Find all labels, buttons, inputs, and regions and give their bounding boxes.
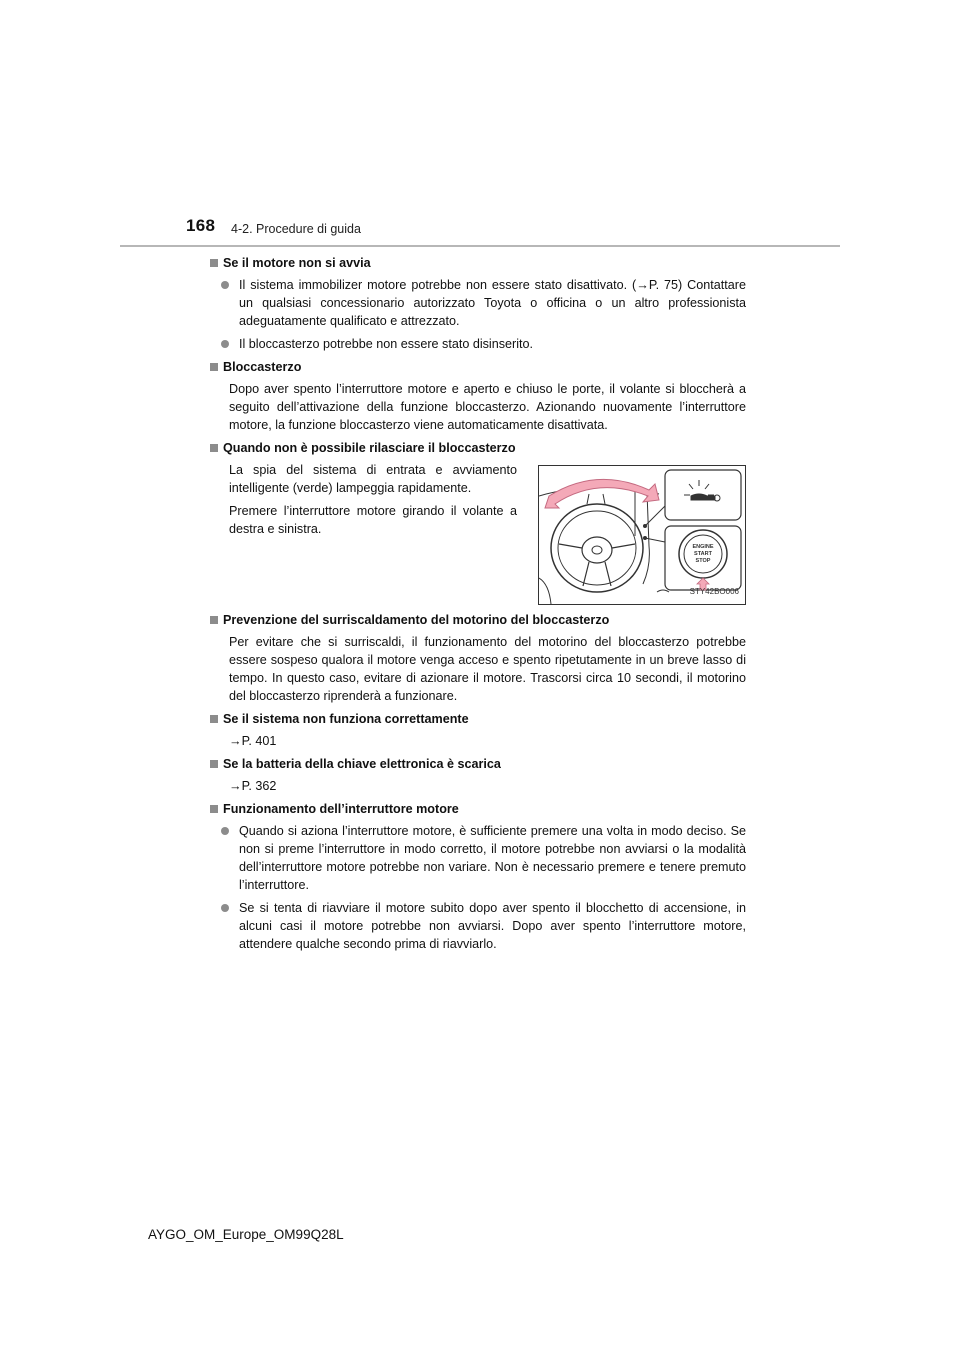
- paragraph: La spia del sistema di entrata e avviamento intelligente (verde) lampeggia rapidamente.: [229, 463, 517, 495]
- section-title: 4-2. Procedure di guida: [231, 222, 361, 236]
- round-bullet-icon: [221, 340, 229, 348]
- button-label-stop: STOP: [695, 558, 711, 564]
- heading-text: Se la batteria della chiave elettronica è scarica: [223, 757, 501, 771]
- heading-text: Quando non è possibile rilasciare il bloccasterzo: [223, 441, 516, 455]
- figure-row: [210, 461, 746, 605]
- page-number: 168: [186, 216, 216, 235]
- square-bullet-icon: [210, 363, 218, 371]
- paragraph: Premere l’interruttore motore girando il volante a destra e sinistra.: [229, 504, 517, 536]
- bullet-text: Il bloccasterzo potrebbe non essere stato disinserito.: [239, 337, 534, 351]
- page-reference: →P. 401: [229, 734, 277, 748]
- heading-key-battery: [210, 755, 746, 773]
- heading-text: Prevenzione del surriscaldamento del motorino del bloccasterzo: [223, 613, 610, 627]
- steering-lock-illustration: [538, 465, 746, 605]
- steering-wheel-icon: [551, 504, 643, 592]
- bullet-text: Se si tenta di riavviare il motore subito dopo aver spento il blocchetto di accensione, in alcuni casi il motore potrebbe non avviarsi. Dopo aver spento l’interruttore motore, attendere qualche secondo prima di riavviarlo.: [239, 901, 746, 951]
- figure-code: STY42BO006: [689, 587, 739, 596]
- round-bullet-icon: [221, 827, 229, 835]
- paragraph: Per evitare che si surriscaldi, il funzionamento del motorino del bloccasterzo potrebbe essere sospeso qualora il motore venga acceso e spento ripetutamente in un breve lasso di tempo. In questo caso, evitare di azionare il motore. Trascorsi circa 10 secondi, il motorino del bloccasterzo riprenderà a funzionare.: [229, 635, 746, 703]
- button-label-engine: ENGINE: [692, 544, 714, 550]
- bullet-item: [220, 822, 746, 894]
- square-bullet-icon: [210, 444, 218, 452]
- square-bullet-icon: [210, 259, 218, 267]
- square-bullet-icon: [210, 616, 218, 624]
- round-bullet-icon: [221, 281, 229, 289]
- button-label-start: START: [694, 551, 712, 557]
- bullet-text: Quando si aziona l’interruttore motore, è sufficiente premere una volta in modo deciso. Se non si preme l’interruttore in modo corretto, il motore potrebbe non avviarsi o la modalità dell’interruttore motore potrebbe non variare. Non è necessario premere e tenere premuto l’interruttore.: [239, 824, 746, 892]
- square-bullet-icon: [210, 760, 218, 768]
- bullet-item: [220, 899, 746, 953]
- square-bullet-icon: [210, 715, 218, 723]
- footer-doc-id: AYGO_OM_Europe_OM99Q28L: [148, 1227, 344, 1242]
- bullet-item: [220, 276, 746, 330]
- square-bullet-icon: [210, 805, 218, 813]
- heading-text: Se il motore non si avvia: [223, 256, 371, 270]
- heading-steering-lock: [210, 358, 746, 376]
- figure-text: [229, 461, 517, 605]
- page-content: [210, 254, 746, 958]
- bullet-item: [220, 335, 746, 353]
- heading-engine-switch-operation: [210, 800, 746, 818]
- heading-overheating-prevention: [210, 611, 746, 629]
- heading-system-malfunction: [210, 710, 746, 728]
- round-bullet-icon: [221, 904, 229, 912]
- heading-engine-not-starting: [210, 254, 746, 272]
- paragraph: Dopo aver spento l’interruttore motore e aperto e chiuso le porte, il volante si bloccherà a seguito dell’attivazione della funzione bloccasterzo. Azionando nuovamente l’interruttore motore, la funzione bloccasterzo viene automaticamente disattivata.: [229, 382, 746, 432]
- bullet-text: Il sistema immobilizer motore potrebbe non essere stato disattivato. (→P. 75) Contattare un qualsiasi concessionario autorizzato Toyota o officina o un altro professionista adeguatamente qualificato e attrezzato.: [239, 278, 746, 328]
- page-reference: →P. 362: [229, 779, 277, 793]
- heading-text: Bloccasterzo: [223, 360, 302, 374]
- heading-text: Se il sistema non funziona correttamente: [223, 712, 469, 726]
- header-rule: [120, 245, 840, 247]
- heading-lock-release: [210, 439, 746, 457]
- heading-text: Funzionamento dell’interruttore motore: [223, 802, 459, 816]
